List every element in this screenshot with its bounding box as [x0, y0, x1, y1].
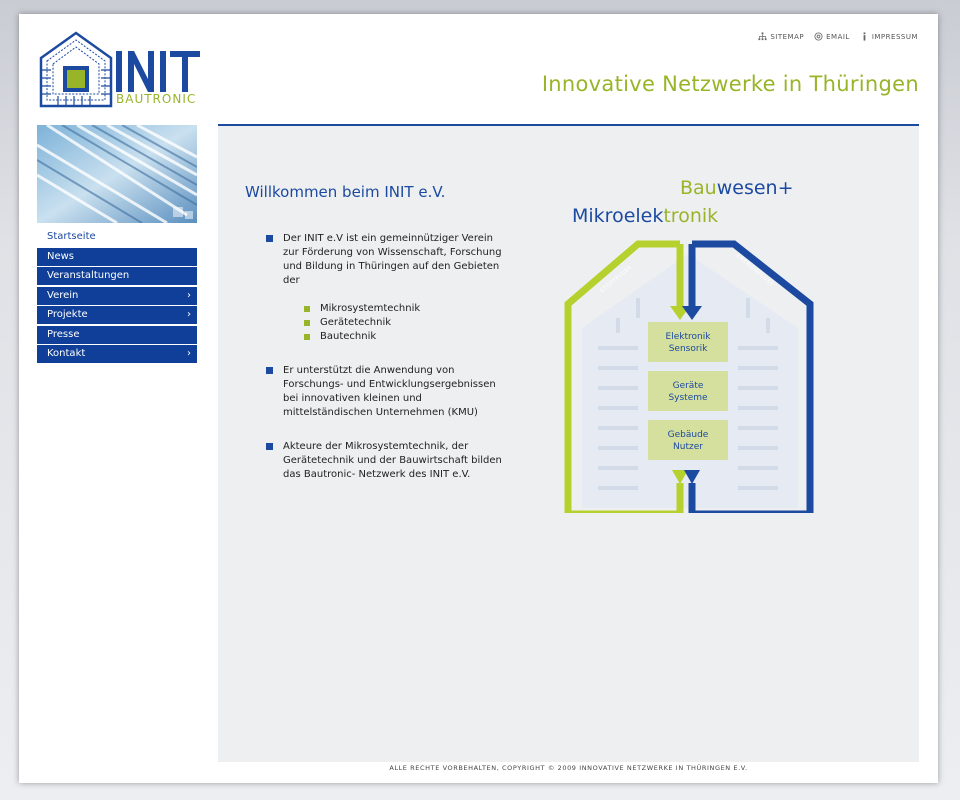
page — [19, 14, 938, 783]
hero-architecture-image — [37, 125, 197, 223]
list-item — [304, 330, 506, 344]
bullet-square-icon — [266, 443, 273, 450]
email-link[interactable] — [814, 32, 850, 41]
network-paragraph — [266, 440, 506, 482]
bullet-square-icon — [304, 334, 310, 340]
nav-label: Startseite — [47, 231, 96, 242]
nav-label: Projekte — [47, 309, 88, 320]
support-paragraph — [266, 364, 506, 420]
chevron-right-icon: › — [187, 348, 191, 359]
box-label: Sensorik — [668, 344, 708, 354]
bullet-square-icon — [266, 367, 273, 374]
sitemap-link[interactable] — [758, 32, 804, 41]
box-elektronik — [648, 322, 728, 362]
impressum-label: IMPRESSUM — [871, 32, 918, 41]
nav-item-verein[interactable] — [37, 287, 197, 305]
intro-text — [266, 232, 506, 502]
nav-label: Veranstaltungen — [47, 270, 130, 281]
init-logo[interactable] — [38, 30, 203, 110]
nav-label: Kontakt — [47, 348, 86, 359]
box-gebaeude — [648, 420, 728, 460]
diagram-title-line1: Bauwesen+ — [680, 177, 794, 199]
email-icon — [814, 32, 823, 41]
energy-flow-label: ENERGIEFLUSS — [734, 252, 775, 288]
nav-item-projekte[interactable] — [37, 306, 197, 324]
impressum-link[interactable] — [860, 32, 918, 41]
main-content — [218, 126, 919, 762]
chevron-right-icon: › — [187, 309, 191, 320]
list-item — [304, 302, 506, 316]
chevron-right-icon: › — [187, 289, 191, 301]
intro-paragraph — [266, 232, 506, 288]
nav-label: Verein — [47, 289, 79, 301]
page-title: Willkommen beim INIT e.V. — [245, 183, 446, 201]
material-flow-label: STOFFFLUSS — [599, 264, 634, 295]
sitemap-label: SITEMAP — [770, 32, 805, 41]
bullet-square-icon — [266, 235, 273, 242]
bautronic-diagram — [558, 168, 828, 513]
nav-label: News — [47, 250, 75, 262]
footer-copyright: ALLE RECHTE VORBEHALTEN, COPYRIGHT © 2009 INNOVATIVE NETZWERKE IN THÜRINGEN E.V. — [389, 764, 748, 772]
diagram-title-line2: Mikroelektronik — [572, 205, 719, 227]
nav-item-veranstaltungen[interactable] — [37, 267, 197, 285]
box-label: Nutzer — [673, 442, 703, 452]
nav-item-presse[interactable] — [37, 326, 197, 344]
box-label: Gebäude — [667, 430, 709, 440]
nav-item-kontakt[interactable] — [37, 345, 197, 363]
bullet-square-icon — [304, 320, 310, 326]
main-navigation — [37, 228, 197, 365]
nav-label: Presse — [47, 328, 80, 340]
sitemap-icon — [758, 32, 767, 41]
box-label: Systeme — [668, 393, 708, 403]
list-item-text: Gerätetechnik — [320, 317, 392, 328]
utility-links — [758, 32, 918, 41]
bullet-square-icon — [304, 306, 310, 312]
nav-item-startseite[interactable] — [37, 228, 197, 246]
email-label: EMAIL — [826, 32, 850, 41]
site-tagline: Innovative Netzwerke in Thüringen — [541, 72, 919, 96]
list-item-text: Mikrosystemtechnik — [320, 303, 421, 314]
box-label: Geräte — [672, 381, 704, 391]
field-list — [266, 302, 506, 344]
logo-subtext: BAUTRONIC — [116, 92, 197, 106]
info-icon — [860, 32, 869, 41]
box-label: Elektronik — [665, 332, 711, 342]
nav-item-news[interactable] — [37, 248, 197, 266]
paragraph-text: Er unterstützt die Anwendung von Forschungs- und Entwicklungsergebnissen bei innovativen kleinen und mittelständischen Unternehmen (KMU) — [283, 365, 496, 418]
box-geraete — [648, 371, 728, 411]
paragraph-text: Akteure der Mikrosystemtechnik, der Gerätetechnik und der Bauwirtschaft bilden das Bautronic- Netzwerk des INIT e.V. — [283, 441, 502, 480]
list-item-text: Bautechnik — [320, 331, 377, 342]
paragraph-text: Der INIT e.V ist ein gemeinnütziger Verein zur Förderung von Wissenschaft, Forschung und Bildung in Thüringen auf den Gebieten der — [283, 233, 502, 286]
list-item — [304, 316, 506, 330]
